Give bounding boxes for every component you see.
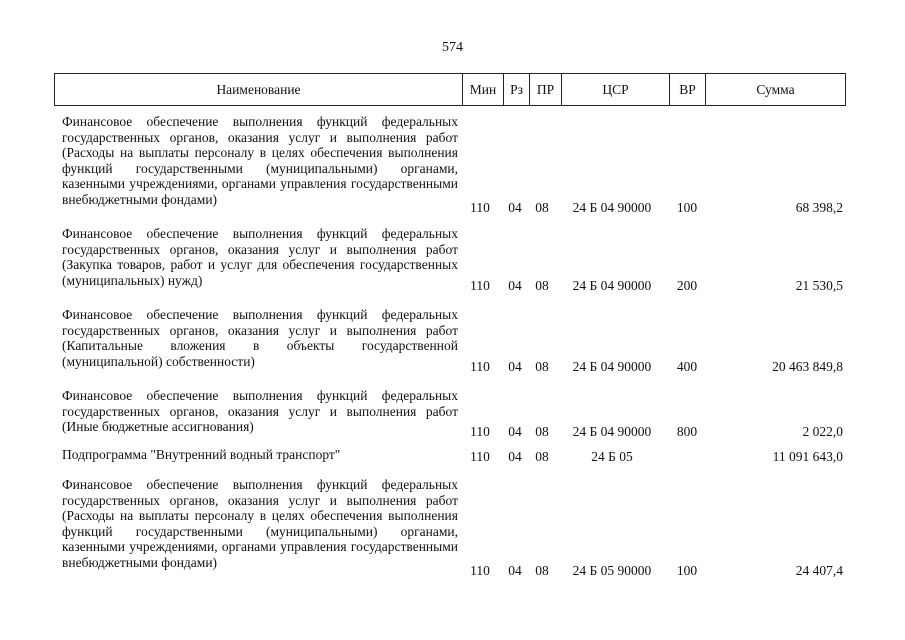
row-csr: 24 Б 04 90000 <box>572 199 652 215</box>
row-rz: 04 <box>508 277 522 293</box>
header-pr: ПР <box>529 74 561 105</box>
table-row <box>0 388 905 439</box>
header-name: Наименование <box>216 82 301 97</box>
row-vr: 200 <box>676 277 698 293</box>
row-name: Финансовое обеспечение выполнения функций федеральных государственных органов, оказания услуг и выполнения работ (Закупка товаров, работ и услуг для обеспечения государственных (муниципальных) нужд) <box>62 226 458 288</box>
row-rz: 04 <box>508 448 522 464</box>
table-row <box>0 307 905 374</box>
row-rz: 04 <box>508 423 522 439</box>
row-csr: 24 Б 05 90000 <box>572 562 652 578</box>
row-csr: 24 Б 04 90000 <box>572 277 652 293</box>
row-pr: 08 <box>535 199 549 215</box>
page-number: 574 <box>442 40 463 55</box>
row-min: 110 <box>470 423 490 439</box>
row-name: Финансовое обеспечение выполнения функций федеральных государственных органов, оказания услуг и выполнения работ (Капитальные вложения в объекты государственной (муниципальной) собственности) <box>62 307 458 369</box>
row-sum: 68 398,2 <box>795 199 843 215</box>
row-min: 110 <box>470 358 490 374</box>
row-vr: 100 <box>676 562 698 578</box>
row-name: Финансовое обеспечение выполнения функций федеральных государственных органов, оказания услуг и выполнения работ (Расходы на выплаты персоналу в целях обеспечения выполнения функций государственными (муниципальными) органами, казенными учреждениями, органами управления государственными внебюджетными фондами) <box>62 477 458 570</box>
row-pr: 08 <box>535 423 549 439</box>
row-sum: 21 530,5 <box>795 277 843 293</box>
table-row <box>0 477 905 578</box>
header-min: Мин <box>462 74 503 105</box>
row-sum: 24 407,4 <box>795 562 843 578</box>
header-sum: Сумма <box>705 74 845 105</box>
row-pr: 08 <box>535 358 549 374</box>
row-min: 110 <box>470 277 490 293</box>
row-vr: 400 <box>676 358 698 374</box>
row-vr: 100 <box>676 199 698 215</box>
header-vr: ВР <box>669 74 705 105</box>
table-row <box>0 114 905 215</box>
row-pr: 08 <box>535 562 549 578</box>
row-name: Подпрограмма "Внутренний водный транспорт" <box>62 447 341 462</box>
row-vr: 800 <box>676 423 698 439</box>
row-csr: 24 Б 04 90000 <box>572 423 652 439</box>
table-row <box>0 447 905 464</box>
row-csr: 24 Б 04 90000 <box>572 358 652 374</box>
row-min: 110 <box>470 562 490 578</box>
header-rz: Рз <box>503 74 529 105</box>
row-sum: 20 463 849,8 <box>772 358 843 374</box>
row-name: Финансовое обеспечение выполнения функций федеральных государственных органов, оказания услуг и выполнения работ (Иные бюджетные ассигнования) <box>62 388 458 434</box>
row-pr: 08 <box>535 277 549 293</box>
row-rz: 04 <box>508 199 522 215</box>
table-row <box>0 226 905 293</box>
row-rz: 04 <box>508 562 522 578</box>
header-csr: ЦСР <box>561 74 669 105</box>
row-min: 110 <box>470 448 490 464</box>
row-name: Финансовое обеспечение выполнения функций федеральных государственных органов, оказания услуг и выполнения работ (Расходы на выплаты персоналу в целях обеспечения выполнения функций государственными (муниципальными) органами, казенными учреждениями, органами управления государственными внебюджетными фондами) <box>62 114 458 207</box>
row-sum: 2 022,0 <box>802 423 843 439</box>
row-csr: 24 Б 05 <box>591 448 633 464</box>
row-pr: 08 <box>535 448 549 464</box>
row-min: 110 <box>470 199 490 215</box>
table-header <box>54 73 846 106</box>
row-sum: 11 091 643,0 <box>772 448 843 464</box>
row-rz: 04 <box>508 358 522 374</box>
